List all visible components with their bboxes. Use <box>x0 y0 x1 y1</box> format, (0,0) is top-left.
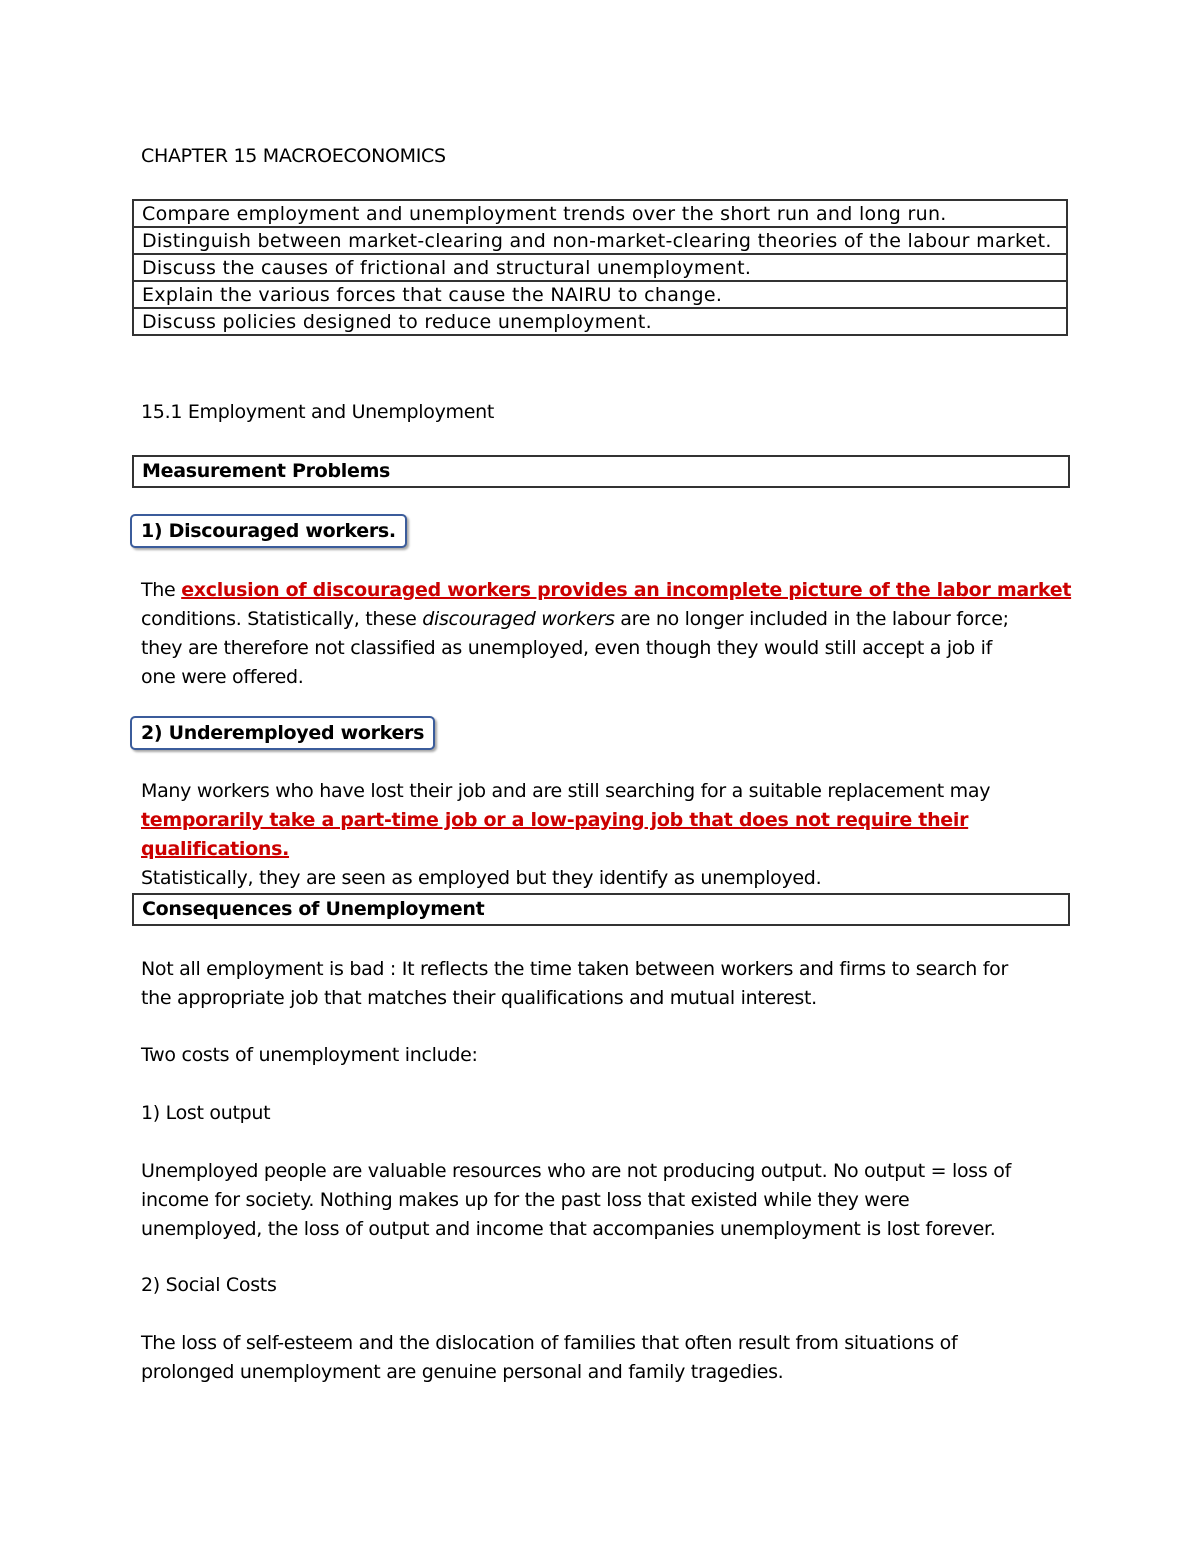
lost-output-label: 1) Lost output <box>141 1102 271 1124</box>
objective-cell: Explain the various forces that cause the NAIRU to change. <box>133 281 1067 308</box>
text-run: The <box>141 579 182 601</box>
italic-text: discouraged workers <box>422 608 615 630</box>
objective-row <box>133 308 1067 335</box>
chapter-title: CHAPTER 15 MACROECONOMICS <box>141 145 446 167</box>
highlighted-text: exclusion of discouraged workers provides an incomplete picture of the labor market <box>181 579 1072 601</box>
paragraph-line: prolonged unemployment are genuine personal and family tragedies. <box>141 1361 784 1383</box>
section-title: 15.1 Employment and Unemployment <box>141 401 495 423</box>
objective-row <box>133 254 1067 281</box>
measurement-problems-heading: Measurement Problems <box>132 455 1070 488</box>
paragraph-line: The loss of self-esteem and the dislocation of families that often result from situations of <box>141 1332 958 1354</box>
objective-cell: Discuss the causes of frictional and structural unemployment. <box>133 254 1067 281</box>
paragraph-line: Not all employment is bad : It reflects the time taken between workers and firms to search for <box>141 958 1009 980</box>
paragraph-line: Unemployed people are valuable resources who are not producing output. No output = loss of <box>141 1160 1011 1182</box>
objective-row <box>133 200 1067 227</box>
objective-cell: Compare employment and unemployment trends over the short run and long run. <box>133 200 1067 227</box>
discouraged-workers-paragraph <box>141 576 1081 692</box>
paragraph-line: Statistically, they are seen as employed but they identify as unemployed. <box>141 867 822 889</box>
paragraph-line: one were offered. <box>141 666 304 688</box>
paragraph-line: unemployed, the loss of output and income that accompanies unemployment is lost forever. <box>141 1218 996 1240</box>
underemployed-workers-label: 2) Underemployed workers <box>130 716 435 750</box>
paragraph-line <box>141 806 1081 864</box>
costs-intro: Two costs of unemployment include: <box>141 1044 478 1066</box>
text-run: are no longer included in the labour force; <box>614 608 1009 630</box>
paragraph-line: they are therefore not classified as unemployed, even though they would still accept a job if <box>141 637 992 659</box>
highlighted-text: temporarily take a part-time job or a low-paying job that does not require their qualifications. <box>141 809 969 860</box>
discouraged-workers-label: 1) Discouraged workers. <box>130 514 407 548</box>
text-run: conditions. Statistically, these <box>141 608 423 630</box>
objective-row <box>133 227 1067 254</box>
consequences-heading: Consequences of Unemployment <box>132 893 1070 926</box>
learning-objectives-table <box>132 199 1068 336</box>
paragraph-line: Many workers who have lost their job and are still searching for a suitable replacement may <box>141 780 991 802</box>
consequences-intro-paragraph <box>141 955 1081 1013</box>
objective-cell: Discuss policies designed to reduce unemployment. <box>133 308 1067 335</box>
underemployed-workers-paragraph <box>141 777 1081 893</box>
lost-output-paragraph <box>141 1157 1081 1244</box>
paragraph-line: income for society. Nothing makes up for the past loss that existed while they were <box>141 1189 910 1211</box>
paragraph-line <box>141 576 1081 605</box>
paragraph-line: the appropriate job that matches their qualifications and mutual interest. <box>141 987 817 1009</box>
paragraph-line <box>141 605 1081 634</box>
objective-row <box>133 281 1067 308</box>
social-costs-label: 2) Social Costs <box>141 1274 277 1296</box>
objective-cell: Distinguish between market-clearing and non-market-clearing theories of the labour market. <box>133 227 1067 254</box>
social-costs-paragraph <box>141 1329 1081 1387</box>
